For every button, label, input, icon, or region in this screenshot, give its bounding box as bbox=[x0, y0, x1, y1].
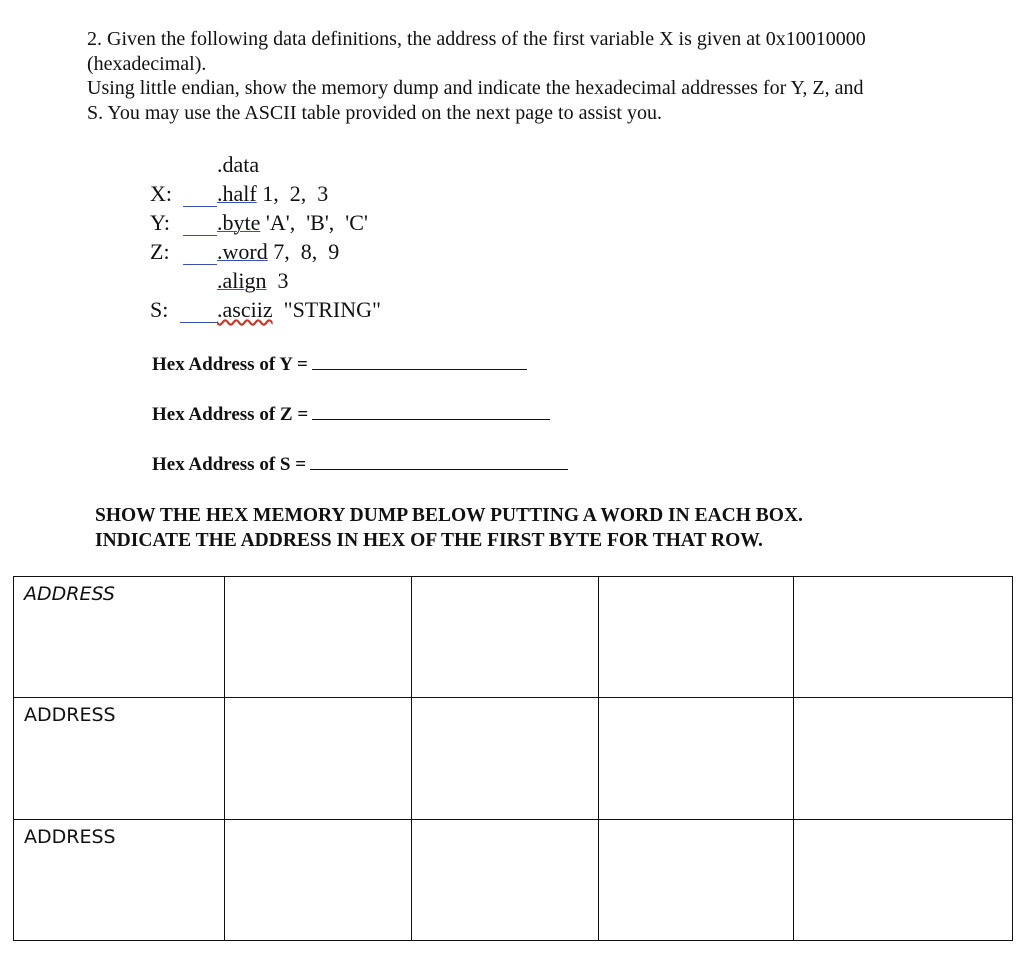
word-cell[interactable] bbox=[225, 577, 412, 698]
address-cell[interactable] bbox=[14, 698, 225, 819]
data-section: .data bbox=[217, 152, 260, 177]
data-definitions bbox=[0, 150, 600, 330]
question-line-2: (hexadecimal). bbox=[87, 52, 207, 75]
label-z: Z: bbox=[150, 239, 170, 264]
table-row bbox=[14, 698, 1013, 819]
label-s: S: bbox=[150, 297, 169, 322]
label-x: X: bbox=[150, 181, 172, 206]
word-cell[interactable] bbox=[225, 819, 412, 940]
hex-address-s bbox=[152, 454, 568, 476]
address-label: ADDRESS bbox=[24, 583, 115, 605]
hex-address-s-blank[interactable] bbox=[310, 455, 568, 470]
hex-address-y bbox=[152, 354, 527, 376]
question-text bbox=[87, 27, 967, 125]
word-cell[interactable] bbox=[412, 577, 599, 698]
instructions bbox=[95, 504, 975, 553]
address-cell[interactable] bbox=[14, 577, 225, 698]
directive-x: .half 1, 2, 3 bbox=[217, 181, 329, 206]
hex-address-z bbox=[152, 404, 550, 426]
blank-x bbox=[183, 206, 217, 207]
label-y: Y: bbox=[150, 210, 170, 235]
hex-address-s-label: Hex Address of S = bbox=[152, 454, 307, 475]
word-cell[interactable] bbox=[412, 698, 599, 819]
directive-z: .word 7, 8, 9 bbox=[217, 239, 340, 264]
instructions-line-1: SHOW THE HEX MEMORY DUMP BELOW PUTTING A WORD IN EACH BOX. bbox=[95, 505, 803, 526]
blank-z bbox=[183, 264, 217, 265]
question-line-1: 2. Given the following data definitions, the address of the first variable X is given at 0x10010000 bbox=[87, 28, 866, 50]
word-cell[interactable] bbox=[794, 698, 1013, 819]
hex-address-z-blank[interactable] bbox=[312, 405, 550, 420]
address-cell[interactable] bbox=[14, 819, 225, 940]
directive-y: .byte 'A', 'B', 'C' bbox=[217, 210, 368, 235]
address-label: ADDRESS bbox=[24, 704, 116, 727]
word-cell[interactable] bbox=[794, 819, 1013, 940]
blank-s bbox=[180, 322, 217, 323]
word-cell[interactable] bbox=[412, 819, 599, 940]
table-row bbox=[14, 577, 1013, 698]
hex-address-y-blank[interactable] bbox=[312, 355, 527, 370]
word-cell[interactable] bbox=[599, 819, 794, 940]
word-cell[interactable] bbox=[599, 577, 794, 698]
word-cell[interactable] bbox=[599, 698, 794, 819]
table-row bbox=[14, 819, 1013, 940]
hex-address-y-label: Hex Address of Y = bbox=[152, 354, 308, 375]
hex-address-z-label: Hex Address of Z = bbox=[152, 404, 309, 425]
memory-dump-table bbox=[13, 576, 1013, 941]
directive-s: .asciiz "STRING" bbox=[217, 297, 382, 322]
question-line-3: Using little endian, show the memory dump and indicate the hexadecimal addresses for Y, Z, and bbox=[87, 77, 864, 99]
question-line-4: S. You may use the ASCII table provided on the next page to assist you. bbox=[87, 101, 662, 124]
word-cell[interactable] bbox=[225, 698, 412, 819]
address-label: ADDRESS bbox=[24, 825, 116, 848]
blank-y bbox=[183, 235, 217, 236]
word-cell[interactable] bbox=[794, 577, 1013, 698]
directive-align: .align 3 bbox=[217, 268, 289, 293]
instructions-line-2: INDICATE THE ADDRESS IN HEX OF THE FIRST BYTE FOR THAT ROW. bbox=[95, 529, 763, 551]
